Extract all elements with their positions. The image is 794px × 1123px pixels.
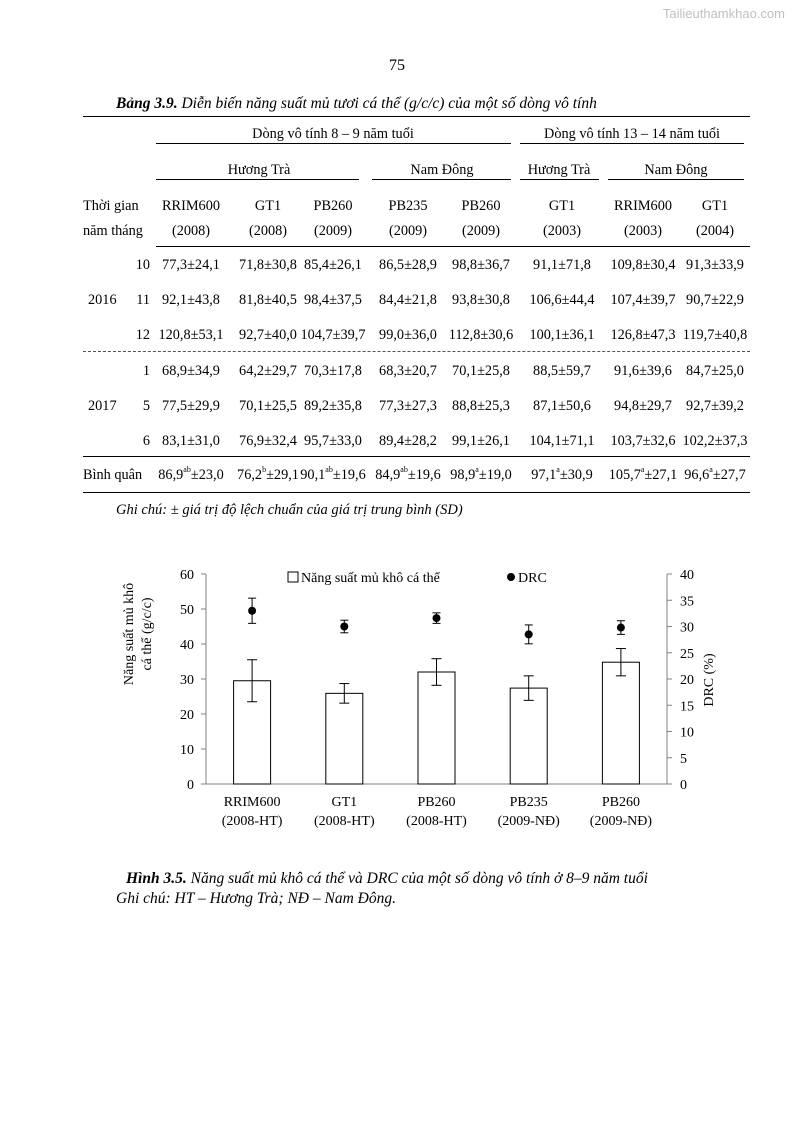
mean-value: 76,2 xyxy=(237,467,263,483)
column-year-2: (2009) xyxy=(313,223,353,239)
mean-cell-3 xyxy=(375,466,440,484)
drc-point xyxy=(617,624,625,632)
table-cell: 91,1±71,8 xyxy=(533,257,591,273)
figure-caption xyxy=(126,870,648,888)
table-cell: 98,4±37,5 xyxy=(304,292,362,308)
bar xyxy=(602,662,639,784)
legend-drc-swatch xyxy=(507,573,515,581)
left-tick-label: 30 xyxy=(180,673,194,688)
x-tick-label-period: (2009-NĐ) xyxy=(497,814,560,829)
mean-value: 86,9 xyxy=(158,467,184,483)
sub-rule-1 xyxy=(156,179,359,180)
drc-point xyxy=(525,630,533,638)
page-number: 75 xyxy=(389,57,405,74)
x-tick-label: GT1 xyxy=(331,795,358,810)
table-cell: 84,4±21,8 xyxy=(379,292,437,308)
mean-significance: a xyxy=(709,465,713,475)
sub-header-huong-tra-2: Hương Trà xyxy=(527,162,591,178)
table-cell: 92,7±40,0 xyxy=(239,327,297,343)
figure-caption-label: Hình 3.5. xyxy=(126,870,187,887)
column-year-6: (2003) xyxy=(623,223,663,239)
mean-significance: ab xyxy=(325,465,333,475)
x-tick-label: PB260 xyxy=(417,795,456,810)
table-cell: 92,1±43,8 xyxy=(162,292,220,308)
table-cell: 88,5±59,7 xyxy=(533,363,591,379)
left-tick-label: 40 xyxy=(180,638,194,653)
mean-value: 90,1 xyxy=(300,467,326,483)
table-cell: 103,7±32,6 xyxy=(610,433,676,449)
table-cell: 71,8±30,8 xyxy=(239,257,297,273)
table-cell: 98,8±36,7 xyxy=(452,257,510,273)
table-caption-text: Diễn biến năng suất mủ tươi cá thể (g/c/c) của một số dòng vô tính xyxy=(177,95,597,112)
table-cell: 99,0±36,0 xyxy=(379,327,437,343)
mean-value: 105,7 xyxy=(608,467,641,483)
table-cell: 120,8±53,1 xyxy=(158,327,224,343)
bar xyxy=(418,672,455,784)
bar xyxy=(326,693,363,784)
table-cell: 91,6±39,6 xyxy=(614,363,672,379)
right-tick-label: 5 xyxy=(680,751,687,767)
table-cell: 70,1±25,5 xyxy=(239,398,297,414)
table-cell: 92,7±39,2 xyxy=(686,398,744,414)
mean-cell-2 xyxy=(300,466,365,484)
month-1: 11 xyxy=(136,292,150,308)
yield-drc-chart xyxy=(0,540,794,840)
table-cell: 64,2±29,7 xyxy=(239,363,297,379)
column-year-7: (2004) xyxy=(695,223,735,239)
mean-value: 98,9 xyxy=(450,467,476,483)
x-tick-label-period: (2009-NĐ) xyxy=(589,814,653,829)
time-header-2: năm tháng xyxy=(83,223,143,239)
mean-sd: ±23,0 xyxy=(190,467,224,483)
column-year-3: (2009) xyxy=(388,223,428,239)
left-tick-label: 10 xyxy=(180,743,194,758)
mean-sd: ±29,1 xyxy=(266,467,299,483)
table-cell: 99,1±26,1 xyxy=(452,433,510,449)
x-tick-label: PB260 xyxy=(601,795,640,810)
table-cell: 87,1±50,6 xyxy=(533,398,591,414)
mean-value: 97,1 xyxy=(531,467,557,483)
mean-sd: ±19,0 xyxy=(478,467,512,483)
legend-bar-label: Năng suất mủ khô cá thể xyxy=(301,571,440,586)
group-rule-1 xyxy=(156,143,511,144)
year-2016: 2016 xyxy=(88,292,117,308)
column-clone-5: GT1 xyxy=(548,198,576,214)
sub-rule-4 xyxy=(608,179,744,180)
table-cell: 68,9±34,9 xyxy=(162,363,220,379)
watermark: Tailieuthamkhao.com xyxy=(662,6,785,21)
table-cell: 91,3±33,9 xyxy=(686,257,744,273)
drc-point xyxy=(433,614,441,622)
x-tick-label-period: (2008-HT) xyxy=(406,814,467,829)
mean-value: 84,9 xyxy=(375,467,401,483)
group-header-8-9: Dòng vô tính 8 – 9 năm tuổi xyxy=(252,126,414,142)
mean-significance: a xyxy=(475,465,479,475)
mean-cell-1 xyxy=(237,466,299,484)
left-tick-label: 50 xyxy=(180,603,194,618)
mean-sd: ±19,6 xyxy=(332,467,366,483)
table-cell: 81,8±40,5 xyxy=(239,292,297,308)
table-cell: 95,7±33,0 xyxy=(304,433,362,449)
figure-note: Ghi chú: HT – Hương Trà; NĐ – Nam Đông. xyxy=(116,890,396,907)
table-cell: 77,3±27,3 xyxy=(379,398,437,414)
table-cell: 85,4±26,1 xyxy=(304,257,362,273)
sub-rule-2 xyxy=(372,179,511,180)
mean-significance: ab xyxy=(400,465,408,475)
column-clone-7: GT1 xyxy=(701,198,729,214)
month-4: 5 xyxy=(142,398,150,414)
mean-cell-0 xyxy=(158,466,223,484)
mean-sd: ±19,6 xyxy=(407,467,441,483)
legend-drc-label: DRC xyxy=(518,571,547,586)
mean-cell-6 xyxy=(609,466,678,484)
table-bottom-rule xyxy=(83,492,750,493)
table-cell: 88,8±25,3 xyxy=(452,398,510,414)
right-tick-label: 35 xyxy=(680,594,694,610)
y-axis-label-line1: Năng suất mủ khô xyxy=(122,582,137,686)
mean-sd: ±27,1 xyxy=(644,467,678,483)
month-3: 1 xyxy=(142,363,150,379)
drc-point xyxy=(248,607,256,615)
time-header-1: Thời gian xyxy=(83,198,139,214)
mean-significance: ab xyxy=(183,465,191,475)
y2-axis-label: DRC (%) xyxy=(702,653,717,707)
right-tick-label: 20 xyxy=(680,673,694,688)
x-tick-label: PB235 xyxy=(509,795,548,810)
column-clone-4: PB260 xyxy=(461,198,501,214)
table-cell: 93,8±30,8 xyxy=(452,292,510,308)
table-cell: 70,1±25,8 xyxy=(452,363,510,379)
table-cell: 102,2±37,3 xyxy=(682,433,748,449)
year-divider xyxy=(83,351,750,352)
table-cell: 109,8±30,4 xyxy=(610,257,676,273)
column-clone-0: RRIM600 xyxy=(162,198,220,214)
bar xyxy=(510,688,547,784)
legend-bar-swatch xyxy=(288,572,298,582)
table-cell: 106,6±44,4 xyxy=(529,292,595,308)
group-header-13-14: Dòng vô tính 13 – 14 năm tuổi xyxy=(544,126,720,142)
right-tick-label: 10 xyxy=(680,725,694,741)
mean-value: 96,6 xyxy=(684,467,710,483)
x-tick-label: RRIM600 xyxy=(223,795,281,810)
column-clone-2: PB260 xyxy=(313,198,353,214)
mean-significance: a xyxy=(556,465,560,475)
sub-header-huong-tra-1: Hương Trà xyxy=(227,162,291,178)
month-0: 10 xyxy=(135,257,150,273)
x-tick-label-period: (2008-HT) xyxy=(313,814,375,829)
mean-significance: a xyxy=(640,465,645,475)
right-tick-label: 25 xyxy=(680,646,694,662)
column-clone-1: GT1 xyxy=(254,198,282,214)
table-cell: 86,5±28,9 xyxy=(379,257,437,273)
right-tick-label: 0 xyxy=(680,778,687,793)
mean-sd: ±27,7 xyxy=(712,467,746,483)
header-bottom-rule xyxy=(156,246,750,247)
left-tick-label: 0 xyxy=(187,778,194,793)
table-cell: 76,9±32,4 xyxy=(239,433,297,449)
table-caption xyxy=(116,95,597,113)
mean-cell-4 xyxy=(450,466,511,484)
figure-caption-text: Năng suất mủ khô cá thể và DRC của một số dòng vô tính ở 8–9 năm tuổi xyxy=(186,870,648,887)
table-cell: 68,3±20,7 xyxy=(379,363,437,379)
table-cell: 107,4±39,7 xyxy=(610,292,676,308)
right-tick-label: 15 xyxy=(680,699,694,715)
table-cell: 94,8±29,7 xyxy=(614,398,672,414)
table-cell: 112,8±30,6 xyxy=(448,327,514,343)
table-cell: 104,7±39,7 xyxy=(300,327,366,343)
column-clone-6: RRIM600 xyxy=(614,198,672,214)
table-cell: 83,1±31,0 xyxy=(162,433,220,449)
drc-point xyxy=(340,623,348,631)
column-year-1: (2008) xyxy=(248,223,288,239)
mean-cell-7 xyxy=(684,466,745,484)
table-cell: 104,1±71,1 xyxy=(529,433,595,449)
table-cell: 70,3±17,8 xyxy=(304,363,362,379)
right-tick-label: 30 xyxy=(680,620,694,636)
mean-cell-5 xyxy=(531,466,592,484)
x-tick-label-period: (2008-HT) xyxy=(221,814,283,829)
sub-header-nam-dong-1: Nam Đông xyxy=(410,162,474,178)
table-cell: 84,7±25,0 xyxy=(686,363,744,379)
table-cell: 126,8±47,3 xyxy=(610,327,676,343)
group-rule-2 xyxy=(520,143,744,144)
mean-label: Bình quân xyxy=(83,467,143,483)
table-cell: 90,7±22,9 xyxy=(686,292,744,308)
y-axis-label-line2: cá thể (g/c/c) xyxy=(140,597,155,671)
mean-top-rule xyxy=(83,456,750,457)
month-2: 12 xyxy=(135,327,150,343)
sub-header-nam-dong-2: Nam Đông xyxy=(644,162,708,178)
left-tick-label: 20 xyxy=(180,708,194,723)
table-cell: 77,5±29,9 xyxy=(162,398,220,414)
sub-rule-3 xyxy=(520,179,599,180)
table-cell: 119,7±40,8 xyxy=(682,327,748,343)
month-5: 6 xyxy=(142,433,150,449)
table-cell: 77,3±24,1 xyxy=(162,257,220,273)
column-clone-3: PB235 xyxy=(388,198,428,214)
table-cell: 89,2±35,8 xyxy=(304,398,362,414)
right-tick-label: 40 xyxy=(680,568,694,583)
year-2017: 2017 xyxy=(88,398,117,414)
table-note: Ghi chú: ± giá trị độ lệch chuẩn của giá trị trung bình (SD) xyxy=(116,502,463,518)
column-year-4: (2009) xyxy=(461,223,501,239)
column-year-5: (2003) xyxy=(542,223,582,239)
table-cell: 100,1±36,1 xyxy=(529,327,595,343)
mean-significance: b xyxy=(262,465,267,475)
column-year-0: (2008) xyxy=(171,223,211,239)
left-tick-label: 60 xyxy=(180,568,194,583)
table-caption-label: Bảng 3.9. xyxy=(116,95,178,112)
mean-sd: ±30,9 xyxy=(559,467,593,483)
table-cell: 89,4±28,2 xyxy=(379,433,437,449)
table-top-rule xyxy=(83,116,750,117)
